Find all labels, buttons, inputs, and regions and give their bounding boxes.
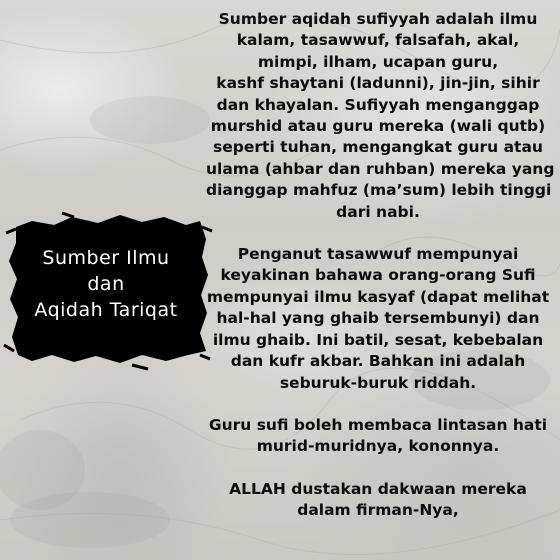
text-line: murid-muridnya, kononnya. [256,437,500,456]
paragraph-guru-sufi [206,415,550,458]
text-line: Penganut tasawwuf mempunyai [237,245,519,264]
text-line: mempunyai ilmu kasyaf (dapat melihat [206,287,550,306]
text-line: seburuk-buruk riddah. [279,373,477,392]
text-line: kalam, tasawwuf, falsafah, akal, [236,31,520,50]
text-line: hal-hal yang ghaib tersembunyi) dan [216,309,540,328]
text-line: ulama (ahbar dan ruhban) mereka yang [206,159,555,178]
text-line: mimpi, ilham, ucapan guru, [257,52,499,71]
paragraph-sumber-aqidah [206,9,555,223]
text-line: ilmu ghaib. Ini batil, sesat, kebebalan [212,330,544,349]
badge-title-line-3: Aqidah Tariqat [34,299,178,321]
text-line: murshid atau guru mereka (wali qutb) [210,117,546,136]
badge-title-line-1: Sumber Ilmu [42,247,170,269]
article-body [206,9,555,522]
badge-title-line-2: dan [87,273,125,295]
badge-title [16,245,196,323]
text-line: kashf shaytani (ladunni), jin-jin, sihir [216,74,540,93]
paragraph-allah-dustakan [206,479,550,522]
text-line: seperti tuhan, mengangkat guru atau [213,138,543,157]
text-line: keyakinan bahawa orang-orang Sufi [220,266,536,285]
text-line: Sumber aqidah sufiyyah adalah ilmu [218,10,538,28]
text-line: ALLAH dustakan dakwaan mereka [229,479,527,498]
text-line: dianggap mahfuz (ma’sum) lebih tinggi [206,181,552,200]
title-badge [2,205,214,373]
text-line: dalam firman-Nya, [297,501,459,520]
text-line: dan khayalan. Sufiyyah menganggap [216,95,540,114]
text-line: dan kufr akbar. Bahkan ini adalah [230,352,526,371]
text-line: Guru sufi boleh membaca lintasan hati [208,415,548,434]
text-line: dari nabi. [336,202,420,221]
paragraph-penganut-tasawwuf [206,244,550,394]
